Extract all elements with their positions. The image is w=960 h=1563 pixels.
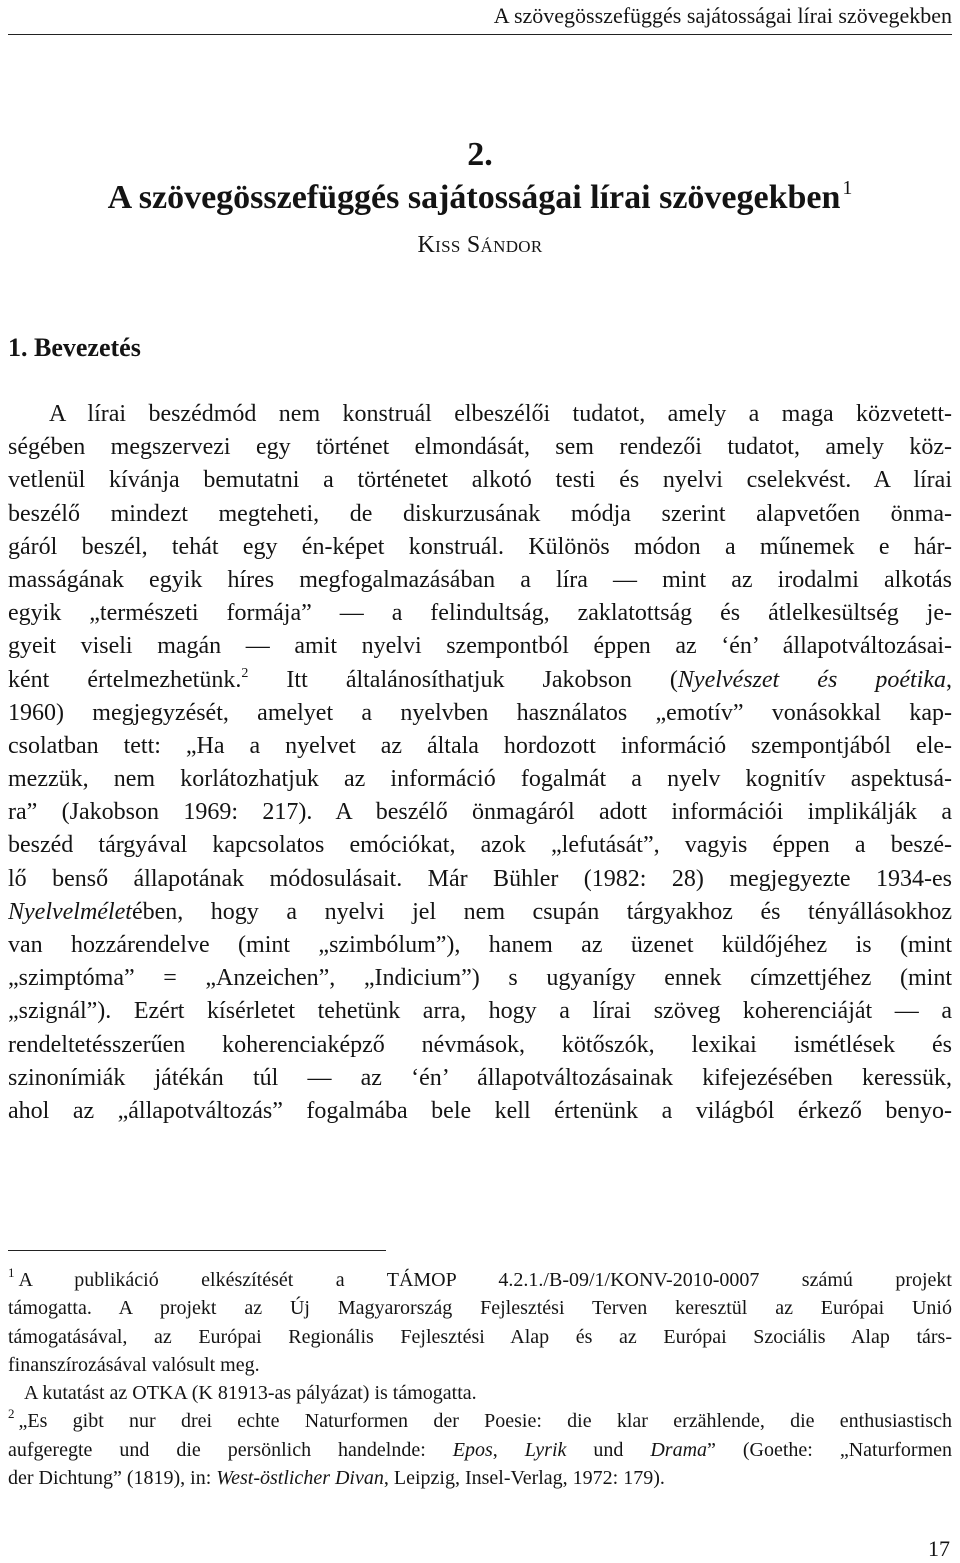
body-line-rest: Itt általánosíthatjuk Jakobson ( — [248, 666, 678, 693]
footnote-2-text: ” (Goethe: „Naturformen — [707, 1438, 952, 1461]
body-line: vetlenül kívánja bemutatni a történetet alkotó testi és nyelvi cselekvést. A lírai — [8, 467, 952, 494]
italic-term: Drama — [650, 1438, 708, 1461]
italic-title: Nyelvészet és poétika — [677, 666, 946, 693]
body-line: „szimptóma” = „Anzeichen”, „Indicium”) s ugyanígy ennek címzettjéhez (mint — [8, 965, 952, 992]
body-line: beszélő mindezt megteheti, de diskurzusának módja szerint alapvetően önma- — [8, 500, 952, 527]
body-text — [8, 398, 952, 1128]
body-line: ra” (Jakobson 1969: 217). A beszélő önmagáról adott információi implikálják a — [8, 799, 952, 826]
body-line: ségében megszervezi egy történet elmondását, sem rendezői tudatot, amely köz- — [8, 434, 952, 461]
footnote-2-mark: 2 — [8, 1407, 15, 1422]
italic-term: Lyrik — [524, 1438, 567, 1461]
body-line-with-italic — [8, 896, 952, 929]
body-line: masságának egyik híres megfogalmazásában a líra — mint az irodalmi alkotás — [8, 566, 952, 593]
body-line: mezzük, nem korlátozhatjuk az információ fogalmát a nyelv kognitív aspektusá- — [8, 766, 952, 793]
footnote-2-text: und — [566, 1438, 651, 1461]
body-line: szinonímiák játékán túl — az ‘én’ állapotváltozásainak kifejezésében keressük, — [8, 1064, 952, 1091]
footnote-1-line: támogatta. A projekt az Új Magyarország Fejlesztési Terven keresztül az Európai Unió — [8, 1297, 952, 1320]
body-line: A lírai beszédmód nem konstruál elbeszélői tudatot, amely a maga közvetett- — [49, 401, 952, 427]
body-line-end: , — [946, 666, 952, 693]
body-line: lő benső állapotának módosulásait. Már Bühler (1982: 28) megjegyezte 1934-es — [8, 865, 952, 892]
footnote-1-mark: 1 — [8, 1266, 15, 1280]
body-line: 1960) megjegyzését, amelyet a nyelvben használatos „emotív” vonásokkal kap- — [8, 699, 952, 726]
section-heading: 1. Bevezetés — [8, 333, 141, 362]
footnote-1-line: finanszírozásával valósult meg. — [8, 1353, 260, 1376]
running-header: A szövegösszefüggés sajátosságai lírai szövegekben — [493, 3, 952, 28]
body-line: gáról beszél, tehát egy én-képet konstruál. Különös módon a műnemek e hár- — [8, 533, 952, 560]
italic-term: Epos — [452, 1438, 493, 1461]
footnote-2-text: , Leipzig, Insel-Verlag, 1972: 179). — [383, 1467, 665, 1490]
footnote-ref-2[interactable]: 2 — [241, 665, 249, 681]
page-number: 17 — [928, 1536, 950, 1561]
body-line: beszéd tárgyával kapcsolatos emóciókat, azok „lefutását”, vagyis éppen a beszé- — [8, 832, 952, 859]
footnote-1-line: támogatásával, az Európai Regionális Fejlesztési Alap és az Európai Szociális Alap társ- — [8, 1325, 952, 1348]
body-line-start: ként értelmezhetünk. — [8, 666, 242, 693]
body-line: csolatban tett: „Ha a nyelvet az általa hordozott információ szempontjából ele- — [8, 732, 952, 759]
footnote-2-line — [8, 1407, 952, 1435]
body-line: egyik „természeti formája” — a felindultság, zaklatottság és átlelkesültség je- — [8, 600, 952, 627]
header-rule — [8, 34, 952, 35]
footnote-2-text: , — [492, 1438, 525, 1461]
footnote-2-text: „Es gibt nur drei echte Naturformen der Poesie: die klar erzählende, die enthusiastisch — [18, 1410, 952, 1433]
body-line: ahol az „állapotváltozás” fogalmába bele kell értenünk a világból érkező benyo- — [8, 1097, 952, 1124]
body-line: „szignál”). Ezért kísérletet tehetünk arra, hogy a lírai szöveg koherenciáját — a — [8, 998, 952, 1025]
footnote-ref-1[interactable]: 1 — [842, 177, 853, 199]
footnote-2-line — [8, 1436, 952, 1464]
footnote-2-text: aufgeregte und die persönlich handelnde: — [8, 1438, 453, 1461]
footnote-2-line — [8, 1464, 952, 1492]
chapter-title — [0, 176, 960, 220]
body-line-with-footnote — [8, 664, 952, 697]
body-line: van hozzárendelve (mint „szimbólum”), hanem az üzenet küldőjéhez is (mint — [8, 932, 952, 958]
footnote-1-line: A kutatást az OTKA (K 81913-as pályázat) is támogatta. — [24, 1382, 477, 1405]
footnotes — [8, 1266, 952, 1492]
footnote-2-text: der Dichtung” (1819), in: — [8, 1467, 217, 1490]
body-line: rendeltetésszerűen koherenciaképző névmások, kötőszók, lexikai ismétlések és — [8, 1031, 952, 1058]
body-line: gyeit viseli magán — amit nyelvi szempontból éppen az ‘én’ állapotváltozásai- — [8, 633, 952, 660]
footnote-1-line — [8, 1266, 952, 1294]
italic-title: West-östlicher Divan — [216, 1467, 384, 1490]
footnote-rule — [8, 1250, 386, 1251]
chapter-title-text: A szövegösszefüggés sajátosságai lírai szövegekben — [107, 179, 841, 216]
footnote-1-text: A publikáció elkészítését a TÁMOP 4.2.1./B-09/1/KONV-2010-0007 számú projekt — [18, 1269, 952, 1291]
italic-title: Nyelvelmélet — [8, 898, 132, 925]
body-line-rest: ében, hogy a nyelvi jel nem csupán tárgyakhoz és tényállásokhoz — [131, 898, 952, 925]
chapter-number: 2. — [467, 136, 493, 173]
author-name: Kiss Sándor — [417, 232, 543, 258]
